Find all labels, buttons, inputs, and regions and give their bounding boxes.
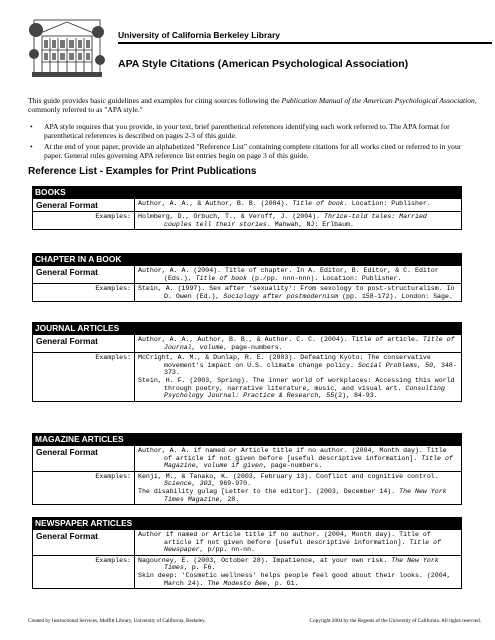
reference-section [32, 322, 462, 402]
examples-label: Examples: [33, 284, 135, 301]
section-title-bar: JOURNAL ARTICLES [32, 322, 462, 334]
italic-title: Science, 303 [164, 480, 212, 488]
reference-list-heading: Reference List - Examples for Print Publications [28, 166, 257, 177]
section-title-bar: NEWSPAPER ARTICLES [32, 517, 462, 529]
reference-section [32, 186, 462, 230]
intro-manual-title: Publication Manual of the American Psychological Association [281, 96, 475, 105]
general-format-label: General Format [33, 199, 135, 211]
citation-text: (p./pp. nnn-nnn). Location: Publisher. [247, 274, 402, 282]
intro-text-after: , commonly referred to as "APA style." [28, 96, 477, 115]
citation-text: (2), 84-93. [334, 392, 378, 400]
citation-text: Author, A. A., & Author, B. B. (2004). [138, 200, 293, 207]
citation-text: , page-numbers. [262, 462, 323, 470]
example-entry [138, 557, 458, 572]
example-entry [138, 473, 458, 488]
example-citations [135, 472, 461, 504]
citation-text: , p. G1. [266, 579, 299, 587]
citation-text: (pp. 158-172). London: Sage. [338, 292, 453, 300]
citation-text: Author if named or Article title if no author. (2004, Month day). Title of article if not given before [useful descriptive information]. [138, 531, 431, 546]
example-citations [135, 353, 461, 401]
citation-text: Holmberg, D., Orbuch, T., & Veroff, J. (2004). [138, 213, 324, 220]
format-entry [138, 336, 458, 351]
italic-title: Title of Journal, volume [164, 336, 455, 351]
header-rule [118, 42, 492, 44]
format-entry [138, 447, 458, 470]
footer-credit: Created by Instructional Services, Moffitt Library, University of California, Berkeley. [28, 618, 206, 624]
general-format-label: General Format [33, 335, 135, 352]
section-title-bar: MAGAZINE ARTICLES [32, 433, 462, 445]
citation-text: . Mahwah, NJ: Erlbaum. [266, 220, 354, 228]
section-title-bar: BOOKS [32, 186, 462, 198]
citation-text: , page-numbers. [223, 343, 283, 351]
format-table [32, 529, 462, 589]
format-pattern [135, 530, 461, 555]
example-citations [135, 556, 461, 588]
examples-label: Examples: [33, 212, 135, 229]
italic-title: Social Problems, 50 [357, 361, 434, 369]
example-entry [138, 377, 458, 400]
general-format-label: General Format [33, 266, 135, 283]
citation-text: Author, A. A. (2004). Title of chapter. In A. Editor, B. Editor, & C. Editor (Eds.), [138, 267, 439, 282]
italic-title: The New York Times [164, 556, 439, 572]
example-entry [138, 354, 458, 377]
examples-label: Examples: [33, 353, 135, 401]
format-table [32, 445, 462, 505]
format-entry [138, 267, 458, 282]
general-format-row [33, 529, 461, 555]
italic-title: The New York Times Magazine [164, 487, 447, 503]
intro-paragraph [28, 96, 478, 115]
library-name: University of California Berkeley Library [118, 30, 281, 40]
citation-text: . Location: Publisher. [343, 200, 431, 207]
format-pattern [135, 199, 461, 211]
bullet-item: • APA style requires that you provide, in your text, brief parenthetical references identifying each work referred to. The APA format for parenthetical references is described on pages 2-3 of this guide. [28, 122, 480, 141]
examples-label: Examples: [33, 472, 135, 504]
italic-title: The Modesto Bee [207, 579, 267, 587]
italic-title: Sociology after postmodernism [223, 292, 339, 300]
italic-title: Title of book [292, 200, 344, 207]
intro-text-before: This guide provides basic guidelines and examples for citing sources following the [28, 96, 282, 105]
reference-section [32, 517, 462, 589]
general-format-row [33, 445, 461, 471]
citation-text: , p. F6. [183, 564, 216, 572]
citation-text: The disability gulag [Letter to the editor]. (2003, December 14). [138, 487, 400, 495]
format-table [32, 334, 462, 402]
citation-text: , 348-373. [164, 361, 457, 377]
italic-title: Consulting Psychology Journal: Practice & Research, 55 [164, 384, 445, 400]
reference-section [32, 433, 462, 505]
italic-title: Title of Newspaper [164, 538, 441, 554]
citation-text: Author, A. A., Author, B. B., & Author. C. C. (2004). Title of article. [138, 336, 423, 343]
general-format-row [33, 198, 461, 211]
example-citations [135, 284, 461, 301]
italic-title: Title of Magazine, volume if given [164, 454, 453, 470]
examples-row [33, 283, 461, 301]
citation-text: McCright, A. M., & Dunlap, R. E. (2003). Defeating Kyoto: The conservative movement's impact on U.S. climate change policy. [138, 354, 431, 369]
italic-title: Title of book [195, 274, 248, 282]
example-entry [138, 488, 458, 503]
format-pattern [135, 266, 461, 283]
general-format-row [33, 265, 461, 283]
general-format-label: General Format [33, 530, 135, 555]
format-table [32, 198, 462, 230]
examples-label: Examples: [33, 556, 135, 588]
general-format-label: General Format [33, 446, 135, 471]
format-entry [138, 200, 458, 208]
format-pattern [135, 446, 461, 471]
citation-text: Nagourney, E. (2003, October 28). Impatience, at your own risk. [138, 556, 392, 564]
examples-row [33, 352, 461, 401]
citation-text: Skin deep: 'Cosmetic wellness' helps people feel good about their looks. (2004, March 24). [138, 571, 451, 587]
general-format-row [33, 334, 461, 352]
citation-text: , p/pp. nn-nn. [199, 546, 256, 554]
section-title-bar: CHAPTER IN A BOOK [32, 253, 462, 265]
italic-title: Thrice-told tales: Married couples tell their stories [164, 213, 427, 228]
citation-text: Author, A. A. if named or Article title if no author. (2004, Month day). Title of article if not given before [useful descriptive information]. [138, 447, 447, 462]
examples-row [33, 471, 461, 504]
citation-text: , 28. [219, 495, 240, 503]
example-citations [135, 212, 461, 229]
format-table [32, 265, 462, 302]
format-pattern [135, 335, 461, 352]
example-entry [138, 572, 458, 587]
citation-text: Kenji, M., & Tanako, K. (2003, February 13). Conflict and cognitive control. [138, 472, 439, 480]
example-entry [138, 213, 458, 228]
library-building-logo [28, 10, 106, 82]
footer-copyright: Copyright 2004 by the Regents of the University of California. All rights reserved. [309, 618, 481, 624]
citation-text: Stein, A. (1997). Sex after 'sexuality': From sexology to post-structuralism. In D. Owen (Ed.), [138, 285, 455, 300]
examples-row [33, 555, 461, 588]
format-entry [138, 531, 458, 554]
reference-section [32, 253, 462, 302]
examples-row [33, 211, 461, 229]
bullet-item: • At the end of your paper, provide an alphabetized "Reference List" containing complete citations for all works cited or referred to in your paper. General rules governing APA reference list entries begin on page 3 of this guide. [28, 142, 480, 161]
bullet-list [28, 122, 480, 161]
page-title: APA Style Citations (American Psychological Association) [118, 58, 409, 70]
example-entry [138, 285, 458, 300]
citation-text: Stein, H. F. (2003, Spring). The inner world of workplaces: Accessing this world through poetry, narrative literature, music, and visual art. [138, 376, 455, 392]
citation-text: , 969-970. [211, 480, 252, 488]
